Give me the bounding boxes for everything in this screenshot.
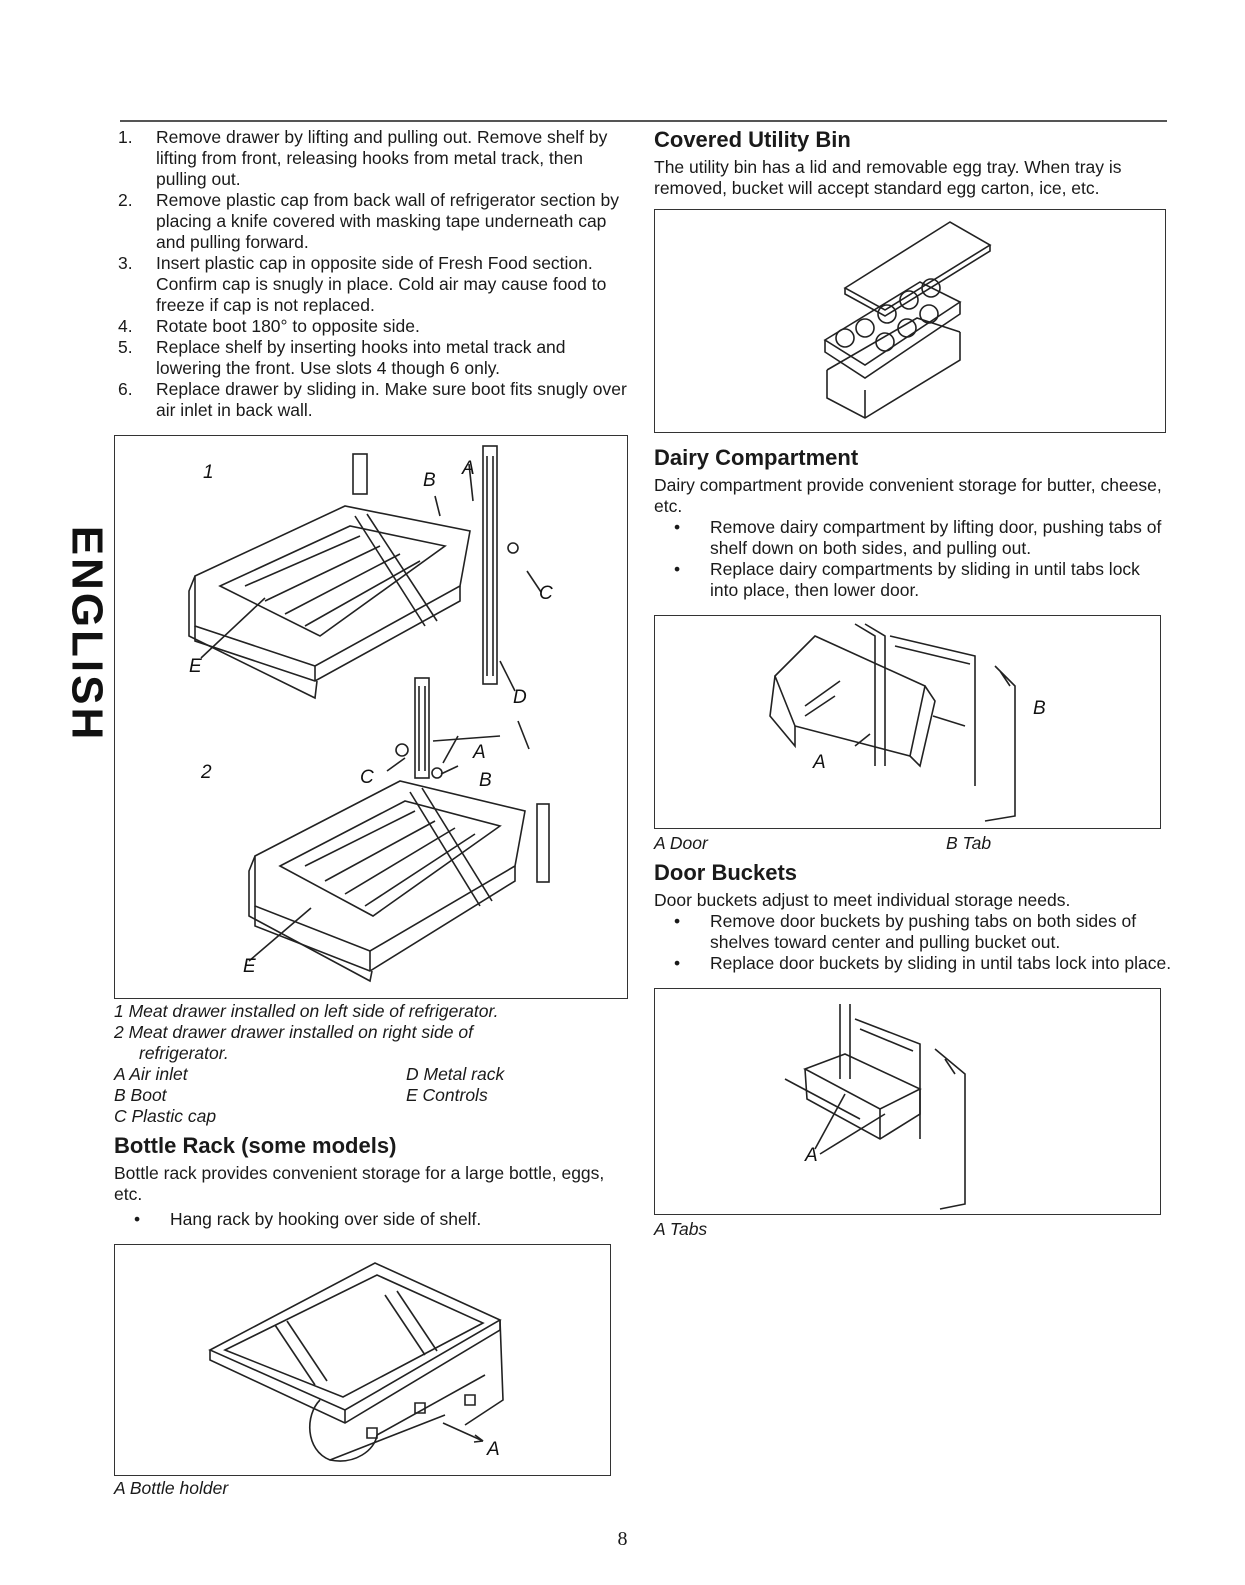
bullet-dot: •: [674, 911, 681, 931]
step-text: Replace shelf by inserting hooks into metal track and lowering the front. Use slots 4 though 6 only.: [156, 337, 566, 378]
figure-label-a2: A: [473, 742, 486, 763]
caption-line: refrigerator.: [139, 1043, 229, 1063]
utility-bin-heading: Covered Utility Bin: [654, 127, 851, 152]
removal-steps: [114, 127, 634, 421]
bullet-text: Remove dairy compartment by lifting door, pushing tabs of shelf down on both sides, and pulling out.: [710, 517, 1162, 558]
door-buckets-caption: A Tabs: [654, 1219, 708, 1239]
step-text: Replace drawer by sliding in. Make sure boot fits snugly over air inlet in back wall.: [156, 379, 627, 420]
caption-key: D Metal rack: [406, 1064, 505, 1084]
bottle-rack-heading: Bottle Rack (some models): [114, 1133, 397, 1158]
figure-label-1: 1: [203, 462, 214, 483]
bullet-dot: •: [134, 1209, 141, 1229]
bullet-text: Replace dairy compartments by sliding in until tabs lock into place, then lower door.: [710, 559, 1140, 600]
figure-label-a: A: [487, 1439, 500, 1460]
left-column: [114, 127, 634, 1499]
caption-row: [114, 1064, 634, 1085]
step-text: Remove plastic cap from back wall of refrigerator section by placing a knife covered with masking tape underneath cap and pulling forward.: [156, 190, 619, 252]
figure-label-e: E: [189, 656, 202, 677]
door-buckets-heading: Door Buckets: [654, 860, 798, 885]
caption-key: A Air inlet: [114, 1064, 188, 1084]
step-number: 4.: [118, 316, 133, 336]
door-buckets-bullets: [654, 911, 1172, 974]
caption-key: E Controls: [406, 1085, 488, 1105]
figure-label-a: A: [462, 458, 475, 479]
step-text: Rotate boot 180° to opposite side.: [156, 316, 420, 336]
figure-label-b: B: [1033, 698, 1046, 719]
figure-label-c: C: [539, 583, 553, 604]
caption-row: [114, 1085, 634, 1106]
figure-label-d: D: [513, 687, 527, 708]
step-number: 3.: [118, 253, 133, 273]
figure-label-b: B: [423, 470, 436, 491]
step-item: [114, 190, 634, 253]
step-item: [114, 337, 634, 379]
meat-drawer-figure: [114, 435, 628, 999]
dairy-body: Dairy compartment provide convenient storage for butter, cheese, etc.: [654, 475, 1162, 516]
dairy-caption: [654, 833, 1172, 854]
bullet-item: [654, 559, 1172, 601]
bullet-item: [654, 517, 1172, 559]
figure-label-a: A: [805, 1145, 818, 1166]
caption-key: A Door: [654, 833, 708, 853]
meat-drawer-caption: [114, 1001, 634, 1127]
caption-line: 1 Meat drawer installed on left side of refrigerator.: [114, 1001, 499, 1021]
step-number: 5.: [118, 337, 133, 357]
step-item: [114, 379, 634, 421]
bottle-rack-bullets: [114, 1209, 634, 1230]
figure-label-e2: E: [243, 956, 256, 977]
figure-label-2: 2: [201, 762, 212, 783]
page-number: 8: [617, 1528, 628, 1550]
step-item: [114, 127, 634, 190]
language-tab: [62, 518, 112, 750]
step-text: Insert plastic cap in opposite side of Fresh Food section. Confirm cap is snugly in place. Cold air may cause food to freeze if cap is not replaced.: [156, 253, 607, 315]
bullet-dot: •: [674, 953, 681, 973]
top-rule: [120, 120, 1167, 122]
bullet-dot: •: [674, 559, 681, 579]
bullet-text: Replace door buckets by sliding in until tabs lock into place.: [710, 953, 1172, 973]
door-buckets-figure: [654, 988, 1161, 1215]
step-number: 1.: [118, 127, 133, 147]
bottle-rack-figure: [114, 1244, 611, 1476]
bullet-item: [114, 1209, 634, 1230]
dairy-illustration: [655, 616, 1160, 828]
bullet-item: [654, 953, 1172, 974]
figure-label-b2: B: [479, 770, 492, 791]
utility-bin-figure: [654, 209, 1166, 433]
bullet-text: Remove door buckets by pushing tabs on both sides of shelves toward center and pulling bucket out.: [710, 911, 1137, 952]
caption-key: B Tab: [946, 833, 992, 853]
right-column: [654, 127, 1172, 1240]
bullet-dot: •: [674, 517, 681, 537]
meat-drawer-illustration: [115, 436, 627, 998]
door-buckets-body: Door buckets adjust to meet individual storage needs.: [654, 890, 1071, 910]
bottle-rack-body: Bottle rack provides convenient storage for a large bottle, eggs, etc.: [114, 1163, 605, 1204]
utility-bin-illustration: [655, 210, 1165, 432]
step-text: Remove drawer by lifting and pulling out. Remove shelf by lifting from front, releasing hooks from metal track, then pulling out.: [156, 127, 608, 189]
bottle-rack-caption: A Bottle holder: [114, 1478, 229, 1498]
bullet-item: [654, 911, 1172, 953]
step-item: [114, 316, 634, 337]
caption-key: B Boot: [114, 1085, 167, 1105]
caption-key: C Plastic cap: [114, 1106, 217, 1126]
caption-line: 2 Meat drawer drawer installed on right side of: [114, 1022, 473, 1042]
dairy-bullets: [654, 517, 1172, 601]
bottle-rack-illustration: [115, 1245, 610, 1475]
step-item: [114, 253, 634, 316]
figure-label-c2: C: [360, 767, 374, 788]
dairy-heading: Dairy Compartment: [654, 445, 859, 470]
step-number: 2.: [118, 190, 133, 210]
door-buckets-illustration: [655, 989, 1160, 1214]
language-tab-label: ENGLISH: [62, 525, 112, 743]
figure-label-a: A: [813, 752, 826, 773]
bullet-text: Hang rack by hooking over side of shelf.: [170, 1209, 482, 1229]
step-number: 6.: [118, 379, 133, 399]
dairy-figure: [654, 615, 1161, 829]
utility-bin-body: The utility bin has a lid and removable egg tray. When tray is removed, bucket will accept standard egg carton, ice, etc.: [654, 157, 1122, 198]
